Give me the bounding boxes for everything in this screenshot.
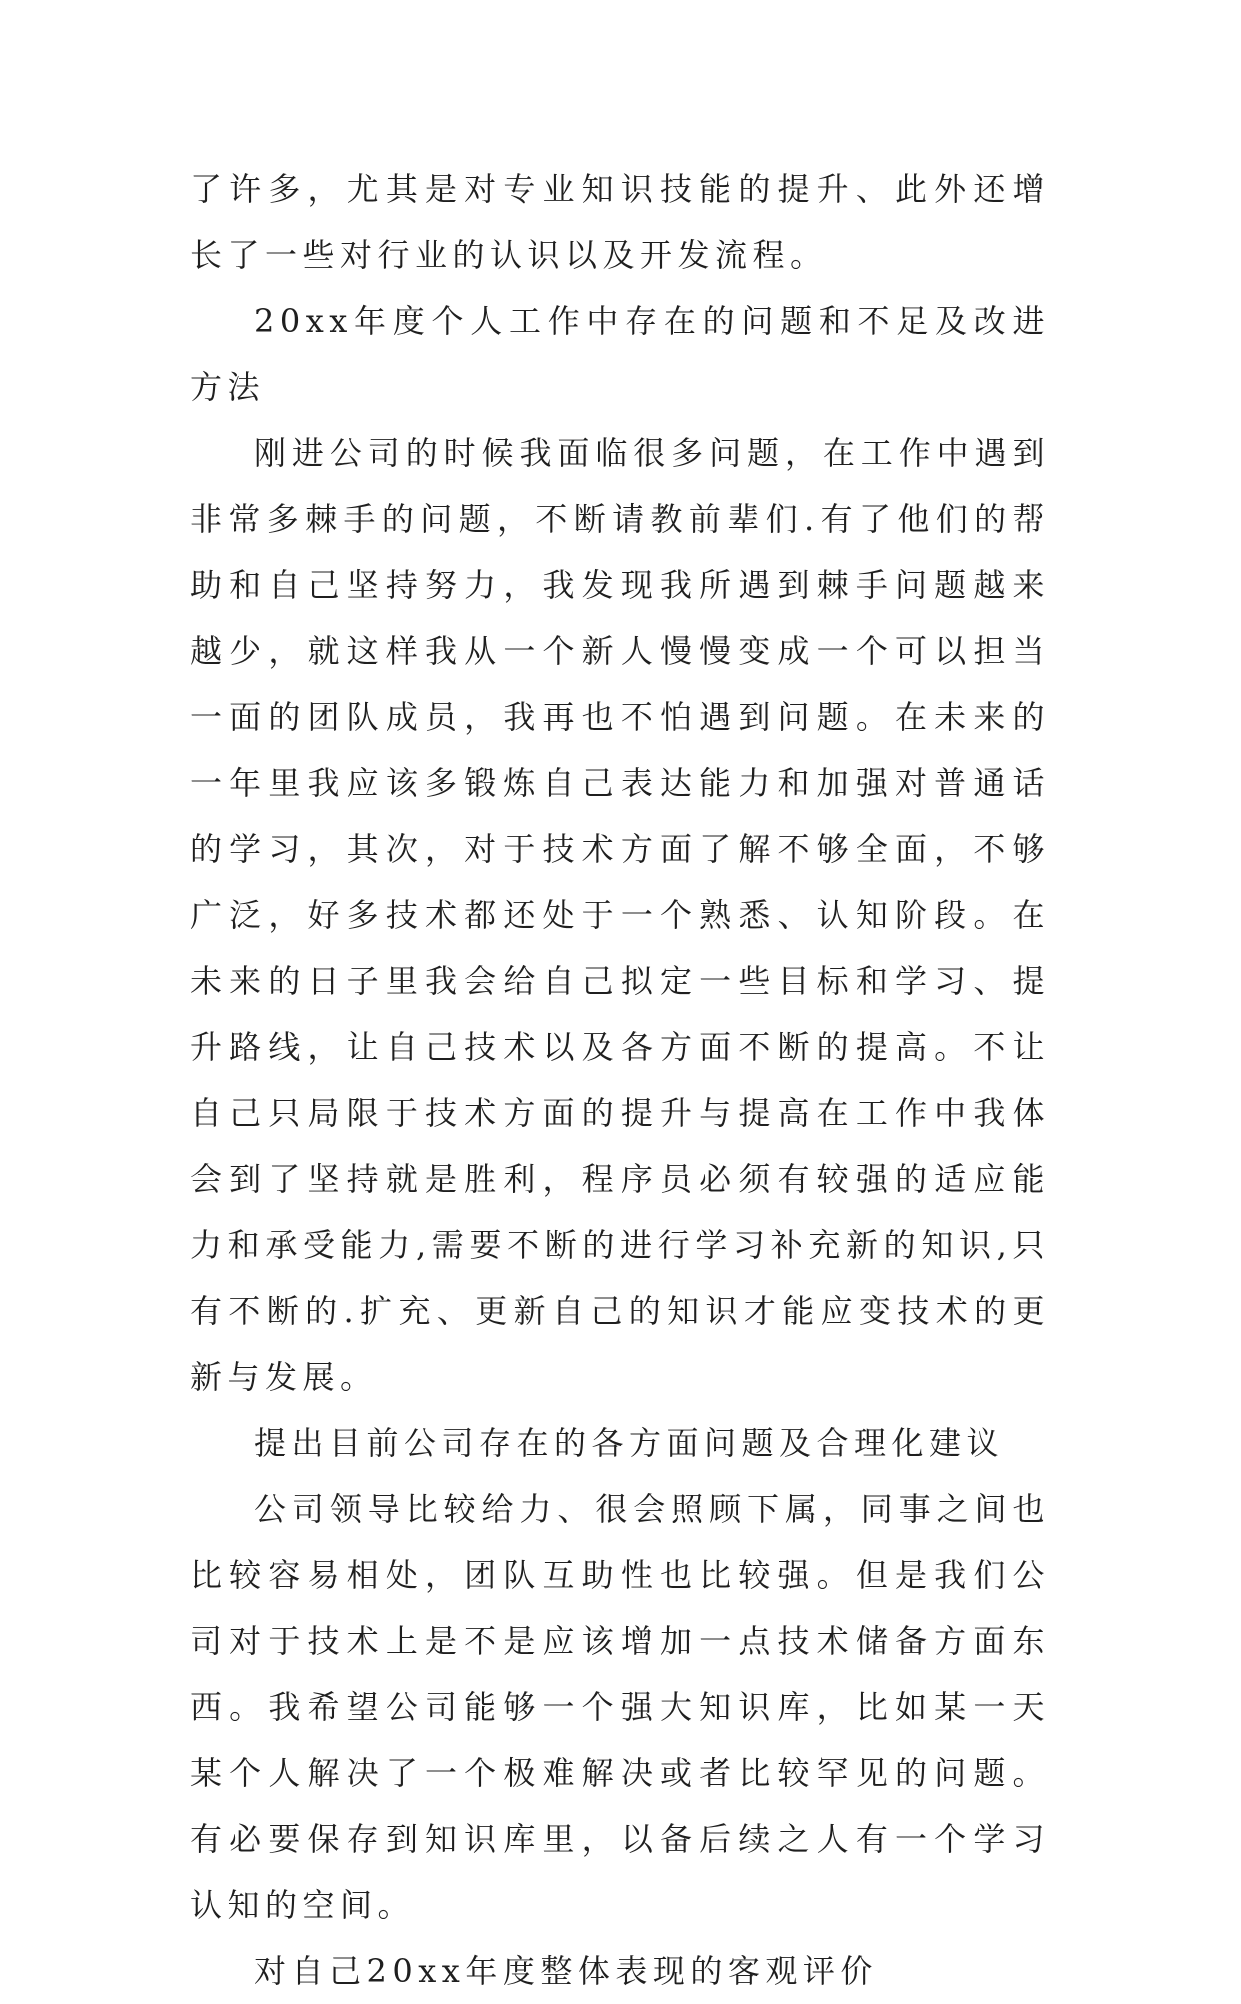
section-heading-problems: 20xx年度个人工作中存在的问题和不足及改进方法 bbox=[190, 302, 1050, 406]
paragraph-continuation: 了许多，尤其是对专业知识技能的提升、此外还增长了一些对行业的认识以及开发流程。 bbox=[190, 170, 1050, 274]
section-heading-evaluation: 对自己20xx年度整体表现的客观评价 bbox=[254, 1952, 878, 1990]
paragraph-problems: 刚进公司的时候我面临很多问题，在工作中遇到非常多棘手的问题，不断请教前辈们.有了他们的帮助和自己坚持努力，我发现我所遇到棘手问题越来越少，就这样我从一个新人慢慢变成一个可以担当一面的团队成员，我再也不怕遇到问题。在未来的一年里我应该多锻炼自己表达能力和加强对普通话的学习，其次，对于技术方面了解不够全面，不够广泛，好多技术都还处于一个熟悉、认知阶段。在未来的日子里我会给自己拟定一些目标和学习、提升路线，让自己技术以及各方面不断的提高。不让自己只局限于技术方面的提升与提高在工作中我体会到了坚持就是胜利，程序员必须有较强的适应能力和承受能力,需要不断的进行学习补充新的知识,只有不断的.扩充、更新自己的知识才能应变技术的更新与发展。 bbox=[190, 434, 1050, 1396]
document-body bbox=[190, 156, 1050, 2004]
paragraph-suggestions: 公司领导比较给力、很会照顾下属，同事之间也比较容易相处，团队互助性也比较强。但是我们公司对于技术上是不是应该增加一点技术储备方面东西。我希望公司能够一个强大知识库，比如某一天某个人解决了一个极难解决或者比较罕见的问题。有必要保存到知识库里，以备后续之人有一个学习认知的空间。 bbox=[190, 1490, 1050, 1924]
section-heading-suggestions: 提出目前公司存在的各方面问题及合理化建议 bbox=[254, 1424, 1005, 1462]
